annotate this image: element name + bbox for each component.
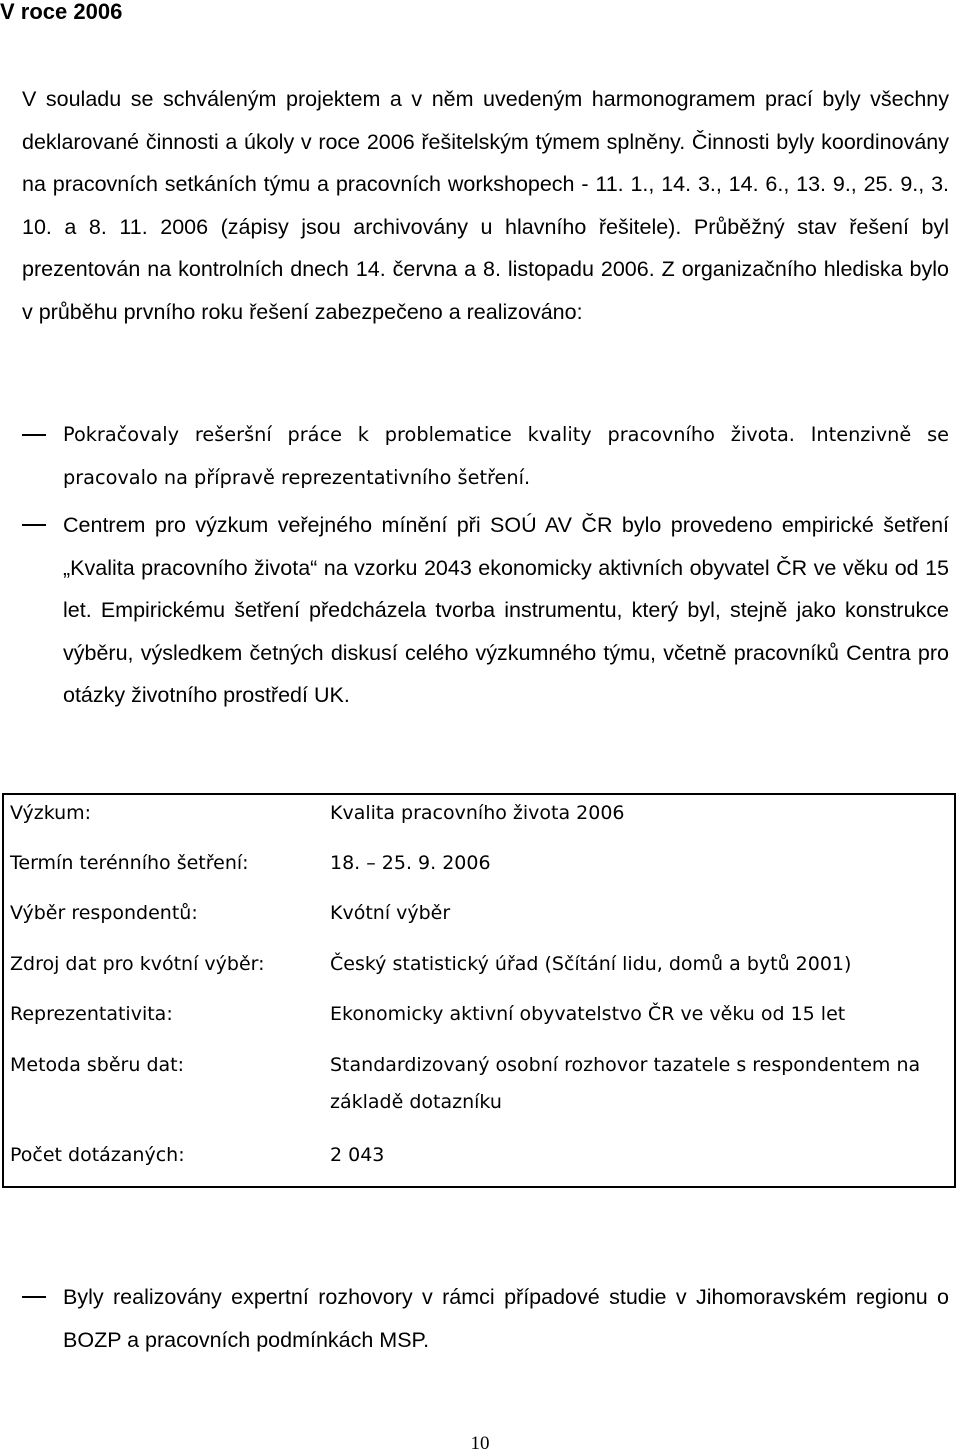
table-key: Metoda sběru dat: (10, 1053, 184, 1076)
table-row (3, 794, 955, 845)
table-key: Počet dotázaných: (10, 1143, 185, 1166)
table-value: 2 043 (330, 1143, 385, 1166)
table-row (3, 1137, 955, 1188)
table-row (3, 996, 955, 1047)
survey-info-table (2, 793, 956, 1188)
expert-interviews-list (22, 1276, 949, 1361)
table-row (3, 1047, 955, 1137)
table-key: Zdroj dat pro kvótní výběr: (10, 952, 265, 975)
activity-list (22, 414, 949, 717)
list-item-text: Byly realizovány expertní rozhovory v rámci případové studie v Jihomoravském regionu o BOZP a pracovních podmínkách MSP. (63, 1285, 949, 1352)
section-heading: V roce 2006 (0, 0, 123, 24)
table-value: 18. – 25. 9. 2006 (330, 851, 491, 874)
intro-paragraph: V souladu se schváleným projektem a v něm uvedeným harmonogramem prací byly všechny deklarované činnosti a úkoly v roce 2006 řešitelským týmem splněny. Činnosti byly koordinovány na pracovních setkáních týmu a pracovních workshopech - 11. 1., 14. 3., 14. 6., 13. 9., 25. 9., 3. 10. a 8. 11. 2006 (zápisy jsou archivovány u hlavního řešitele). Průběžný stav řešení byl prezentován na kontrolních dnech 14. června a 8. listopadu 2006. Z organizačního hlediska bylo v průběhu prvního roku řešení zabezpečeno a realizováno: (22, 87, 949, 324)
list-item-text: Centrem pro výzkum veřejného mínění při SOÚ AV ČR bylo provedeno empirické šetření „Kvalita pracovního života“ na vzorku 2043 ekonomicky aktivních obyvatel ČR ve věku od 15 let. Empirickému šetření předcházela tvorba instrumentu, který byl, stejně jako konstrukce výběru, výsledkem četných diskusí celého výzkumného týmu, včetně pracovníků Centra pro otázky životního prostředí UK. (63, 513, 949, 707)
page-number: 10 (470, 1433, 490, 1454)
table-value: Český statistický úřad (Sčítání lidu, domů a bytů 2001) (330, 952, 852, 975)
table-value: Ekonomicky aktivní obyvatelstvo ČR ve věku od 15 let (330, 1003, 846, 1025)
table-value: Kvótní výběr (330, 902, 451, 924)
table-key: Výzkum: (10, 802, 92, 824)
list-item (22, 1276, 949, 1361)
table-value: Standardizovaný osobní rozhovor tazatele s respondentem na základě dotazníku (330, 1053, 921, 1113)
list-item (22, 504, 949, 717)
table-row (3, 895, 955, 946)
list-item-text: Pokračovaly rešeršní práce k problematice kvality pracovního života. Intenzivně se pracovalo na přípravě reprezentativního šetření. (63, 423, 949, 489)
table-value: Kvalita pracovního života 2006 (330, 802, 625, 824)
table-row (3, 946, 955, 997)
dash-bullet-icon (22, 524, 46, 526)
table-key: Termín terénního šetření: (10, 851, 249, 874)
list-item (22, 414, 949, 499)
table-key: Výběr respondentů: (10, 902, 198, 924)
dash-bullet-icon (22, 1296, 46, 1298)
table-row (3, 845, 955, 896)
table-key: Reprezentativita: (10, 1003, 173, 1025)
dash-bullet-icon (22, 434, 46, 436)
